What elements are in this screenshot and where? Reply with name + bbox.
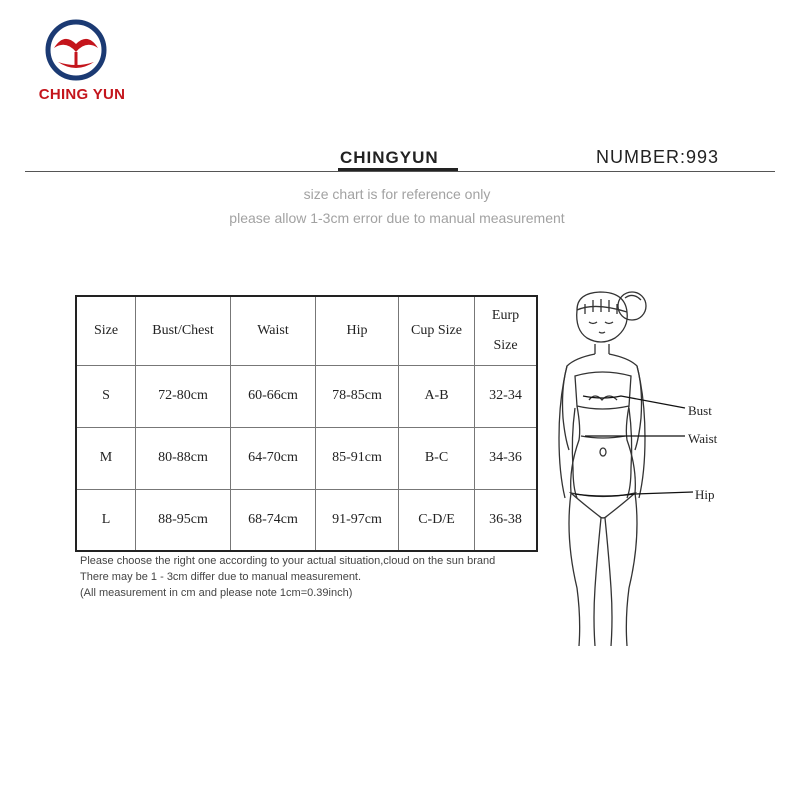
- footnote-error: There may be 1 - 3cm differ due to manual measurement.: [80, 571, 362, 583]
- cell-size: L: [76, 489, 136, 551]
- cell-eurp: 32-34: [475, 365, 538, 427]
- cell-hip: 78-85cm: [316, 365, 399, 427]
- footnote-choose: Please choose the right one according to your actual situation,cloud on the sun brand: [80, 555, 496, 567]
- size-chart-table: [75, 295, 538, 552]
- table-row: [76, 427, 537, 489]
- header-divider: [25, 171, 775, 172]
- body-measurement-figure-icon: [555, 288, 795, 648]
- cell-eurp: 36-38: [475, 489, 538, 551]
- body-figure: [555, 288, 795, 648]
- cell-waist: 60-66cm: [231, 365, 316, 427]
- header-eurp-size-label: Size: [493, 337, 518, 353]
- ching-yun-logo-icon: [40, 18, 112, 82]
- cell-bust: 72-80cm: [136, 365, 231, 427]
- header-brand: CHINGYUN: [340, 148, 439, 167]
- cell-cup: C-D/E: [399, 489, 475, 551]
- error-note: please allow 1-3cm error due to manual measurement: [229, 210, 565, 226]
- footnotes: [80, 553, 495, 601]
- cell-cup: A-B: [399, 365, 475, 427]
- product-number: NUMBER:993: [596, 147, 720, 167]
- bust-label: Bust: [688, 403, 712, 418]
- table-row: [76, 489, 537, 551]
- header-eurp: Eurp: [491, 307, 520, 323]
- header-waist: Waist: [231, 296, 316, 365]
- cell-bust: 88-95cm: [136, 489, 231, 551]
- header-eurp-size: [475, 296, 538, 365]
- cell-hip: 85-91cm: [316, 427, 399, 489]
- header-cup-size: Cup Size: [399, 296, 475, 365]
- table-row: [76, 365, 537, 427]
- logo-text: CHING YUN: [38, 86, 126, 103]
- waist-label: Waist: [688, 431, 718, 446]
- cell-cup: B-C: [399, 427, 475, 489]
- cell-bust: 80-88cm: [136, 427, 231, 489]
- brand-logo: [22, 18, 132, 108]
- cell-hip: 91-97cm: [316, 489, 399, 551]
- header-hip: Hip: [316, 296, 399, 365]
- cell-eurp: 34-36: [475, 427, 538, 489]
- footnote-units: (All measurement in cm and please note 1cm=0.39inch): [80, 587, 353, 599]
- header-bust: Bust/Chest: [136, 296, 231, 365]
- cell-waist: 68-74cm: [231, 489, 316, 551]
- reference-note: size chart is for reference only: [303, 186, 491, 202]
- cell-size: S: [76, 365, 136, 427]
- cell-size: M: [76, 427, 136, 489]
- cell-waist: 64-70cm: [231, 427, 316, 489]
- hip-label: Hip: [695, 487, 715, 502]
- table-header-row: [76, 296, 537, 365]
- header-size: Size: [76, 296, 136, 365]
